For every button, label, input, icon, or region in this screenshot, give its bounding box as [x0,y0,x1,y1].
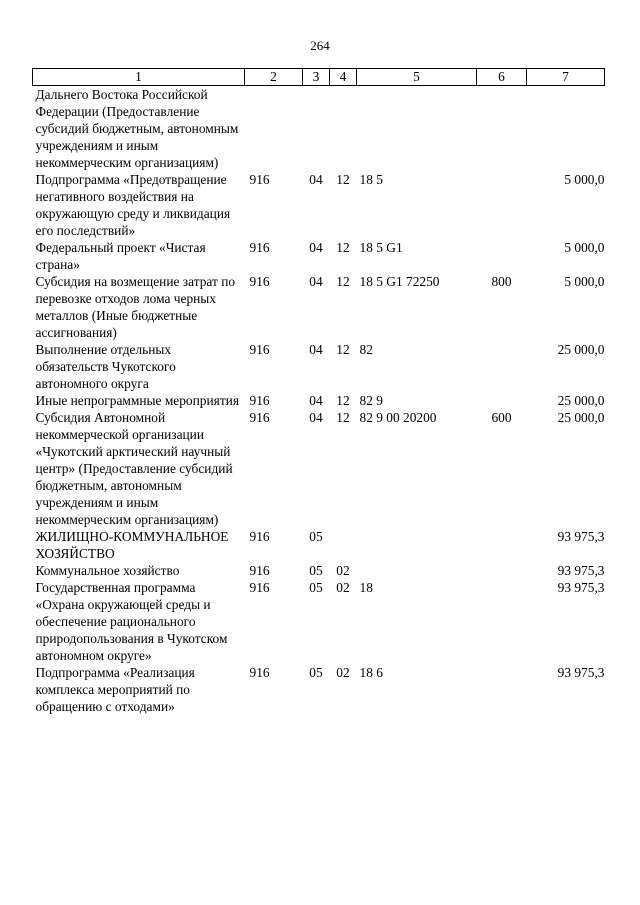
row-name: ЖИЛИЩНО-КОММУНАЛЬНОЕ ХОЗЯЙСТВО [35,529,229,561]
row-expense-type [477,562,527,579]
row-section: 05 [309,529,323,544]
table-row [33,392,605,409]
table-row [33,664,605,715]
table-row [33,86,605,172]
budget-table [32,68,605,715]
table-row [33,171,605,239]
row-expense-type [477,579,527,664]
row-section: 05 [309,563,323,578]
table-row [33,239,605,273]
row-section [303,86,330,172]
table-row [33,273,605,341]
row-subsection: 12 [336,410,350,425]
row-amount: 25 000,0 [557,410,605,425]
row-amount: 5 000,0 [564,172,605,187]
row-amount: 5 000,0 [564,240,605,255]
row-section: 05 [309,580,323,595]
header-col-1: 1 [33,69,245,86]
row-target-article [357,528,477,562]
page-number: 264 [310,38,330,53]
row-expense-type: 800 [491,274,512,289]
row-subsection: 12 [336,172,350,187]
row-ministry-code: 916 [249,665,270,680]
row-name: Подпрограмма «Предотвращение негативного воздействия на окружающую среду и ликвидация его последствий» [35,172,231,238]
row-name: Выполнение отдельных обязательств Чукотского автономного округа [35,342,176,391]
row-target-article [357,86,477,172]
row-expense-type [477,171,527,239]
row-target-article: 18 5 G1 72250 [359,274,440,289]
row-expense-type [477,86,527,172]
row-name: Субсидия на возмещение затрат по перевозке отходов лома черных металлов (Иные бюджетные ассигнования) [35,274,236,340]
row-ministry-code: 916 [249,529,270,544]
table-header-row [33,69,605,86]
table-row [33,341,605,392]
row-ministry-code: 916 [249,410,270,425]
row-target-article: 18 6 [359,665,383,680]
row-expense-type [477,664,527,715]
header-col-5: 5 [357,69,477,86]
row-target-article: 18 5 [359,172,383,187]
table-row [33,409,605,528]
row-ministry-code: 916 [249,240,270,255]
row-subsection: 12 [336,393,350,408]
row-amount: 5 000,0 [564,274,605,289]
row-subsection [330,528,357,562]
row-expense-type: 600 [491,410,512,425]
row-amount: 93 975,3 [557,580,605,595]
row-amount [527,86,605,172]
row-name: Федеральный проект «Чистая страна» [35,240,206,272]
row-ministry-code: 916 [249,580,270,595]
row-subsection: 02 [336,580,350,595]
row-target-article: 82 9 [359,393,383,408]
row-name: Иные непрограммные мероприятия [35,393,239,408]
row-name: Подпрограмма «Реализация комплекса мероприятий по обращению с отходами» [35,665,195,714]
row-subsection: 02 [336,665,350,680]
row-ministry-code: 916 [249,342,270,357]
row-amount: 93 975,3 [557,665,605,680]
row-amount: 25 000,0 [557,342,605,357]
header-col-6: 6 [477,69,527,86]
header-col-4: 4 [330,69,357,86]
row-section: 04 [309,274,323,289]
row-target-article: 82 9 00 20200 [359,410,437,425]
row-ministry-code: 916 [249,563,270,578]
header-col-7: 7 [527,69,605,86]
row-subsection: 02 [336,563,350,578]
row-subsection: 12 [336,342,350,357]
row-amount: 93 975,3 [557,563,605,578]
row-amount: 25 000,0 [557,393,605,408]
row-ministry-code: 916 [249,393,270,408]
row-name: Дальнего Востока Российской Федерации (Предоставление субсидий бюджетным, автономным учреждениям и иным некоммерческим организациям) [35,87,239,170]
table-row [33,562,605,579]
row-name: Субсидия Автономной некоммерческой организации «Чукотский арктический научный центр» (Предоставление субсидий бюджетным, автономным учреждениям и иным некоммерческим организациям) [35,410,233,527]
row-amount: 93 975,3 [557,529,605,544]
row-target-article: 18 5 G1 [359,240,403,255]
row-subsection [330,86,357,172]
row-ministry-code: 916 [249,274,270,289]
row-expense-type [477,341,527,392]
row-target-article: 18 [359,580,373,595]
row-section: 04 [309,240,323,255]
row-name: Коммунальное хозяйство [35,563,180,578]
row-section: 04 [309,410,323,425]
row-expense-type [477,392,527,409]
row-section: 05 [309,665,323,680]
row-target-article [357,562,477,579]
row-ministry-code [245,86,303,172]
row-section: 04 [309,393,323,408]
row-ministry-code: 916 [249,172,270,187]
row-section: 04 [309,172,323,187]
row-section: 04 [309,342,323,357]
row-target-article: 82 [359,342,373,357]
row-expense-type [477,239,527,273]
header-col-2: 2 [245,69,303,86]
row-name: Государственная программа «Охрана окружающей среды и обеспечение рационального природопользования в Чукотском автономном округе» [35,580,228,663]
table-row [33,528,605,562]
row-subsection: 12 [336,240,350,255]
header-col-3: 3 [303,69,330,86]
row-subsection: 12 [336,274,350,289]
row-expense-type [477,528,527,562]
table-row [33,579,605,664]
